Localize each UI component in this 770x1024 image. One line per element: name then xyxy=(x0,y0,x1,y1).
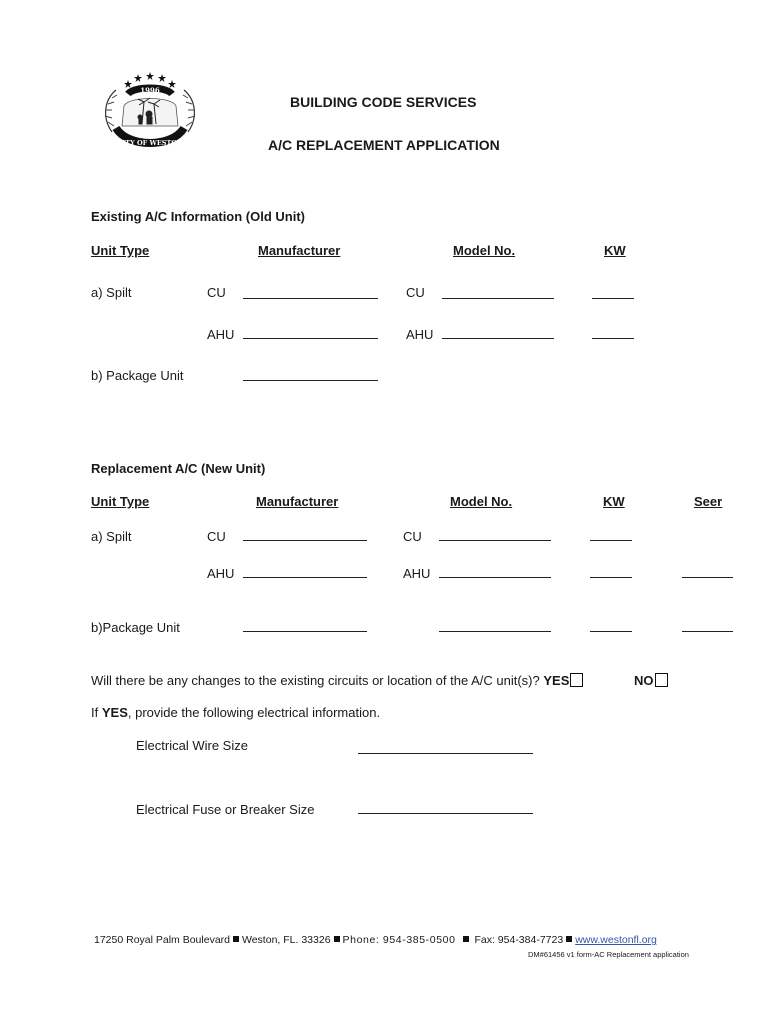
existing-ahu-model-label: AHU xyxy=(406,327,434,342)
question-text: Will there be any changes to the existing circuits or location of the A/C unit(s)? xyxy=(91,673,540,688)
replacement-package-label: b)Package Unit xyxy=(91,620,180,635)
existing-split-label: a) Spilt xyxy=(91,285,132,300)
replacement-cu-model-label: CU xyxy=(403,529,422,544)
wire-size-field[interactable] xyxy=(358,753,533,754)
replacement-col-seer: Seer xyxy=(694,494,723,509)
if-yes-instruction: If YES, provide the following electrical information. xyxy=(91,705,381,720)
city-seal-logo xyxy=(98,66,202,154)
replacement-split-label: a) Spilt xyxy=(91,529,132,544)
replacement-ahu-seer-field[interactable] xyxy=(682,577,733,578)
page-title: BUILDING CODE SERVICES xyxy=(290,94,477,110)
bullet-square-icon xyxy=(233,936,239,942)
replacement-package-seer-field[interactable] xyxy=(682,631,733,632)
replacement-ahu-manufacturer-field[interactable] xyxy=(243,577,367,578)
seal-year: 1996 xyxy=(140,86,160,95)
bullet-square-icon xyxy=(566,936,572,942)
existing-ahu-manufacturer-field[interactable] xyxy=(243,338,378,339)
no-checkbox[interactable] xyxy=(655,673,668,687)
replacement-col-manufacturer: Manufacturer xyxy=(256,494,339,509)
existing-ahu-model-field[interactable] xyxy=(442,338,554,339)
existing-col-kw: KW xyxy=(604,243,626,258)
replacement-ahu-model-field[interactable] xyxy=(439,577,551,578)
no-label: NO xyxy=(634,673,654,688)
replacement-col-model: Model No. xyxy=(450,494,513,509)
footer-doc-id: DM#61456 v1 form-AC Replacement application xyxy=(528,950,689,959)
replacement-package-kw-field[interactable] xyxy=(590,631,632,632)
existing-cu-model-label: CU xyxy=(406,285,425,300)
bullet-square-icon xyxy=(463,936,469,942)
replacement-package-manufacturer-field[interactable] xyxy=(243,631,367,632)
fuse-size-field[interactable] xyxy=(358,813,533,814)
existing-ahu-label: AHU xyxy=(207,327,235,342)
existing-cu-kw-field[interactable] xyxy=(592,298,634,299)
existing-col-manufacturer: Manufacturer xyxy=(258,243,341,258)
replacement-ahu-kw-field[interactable] xyxy=(590,577,632,578)
replacement-cu-label: CU xyxy=(207,529,226,544)
replacement-col-unit-type: Unit Type xyxy=(91,494,150,509)
page-subtitle: A/C REPLACEMENT APPLICATION xyxy=(268,137,500,153)
replacement-col-kw: KW xyxy=(603,494,625,509)
footer-city: Weston, FL. 33326 xyxy=(242,934,331,946)
replacement-ahu-label: AHU xyxy=(207,566,235,581)
replacement-ahu-model-label: AHU xyxy=(403,566,431,581)
replacement-cu-manufacturer-field[interactable] xyxy=(243,540,367,541)
bullet-square-icon xyxy=(334,936,340,942)
existing-cu-label: CU xyxy=(207,285,226,300)
footer-address: 17250 Royal Palm Boulevard xyxy=(94,934,230,946)
existing-col-model: Model No. xyxy=(453,243,516,258)
existing-ahu-kw-field[interactable] xyxy=(592,338,634,339)
existing-col-unit-type: Unit Type xyxy=(91,243,150,258)
circuit-change-question xyxy=(91,673,583,688)
replacement-section-title: Replacement A/C (New Unit) xyxy=(91,461,266,476)
replacement-cu-kw-field[interactable] xyxy=(590,540,632,541)
seal-city-text: CITY OF WESTON xyxy=(117,139,183,147)
no-option xyxy=(634,673,668,688)
existing-package-manufacturer-field[interactable] xyxy=(243,380,378,381)
existing-package-label: b) Package Unit xyxy=(91,368,184,383)
existing-section-title: Existing A/C Information (Old Unit) xyxy=(91,209,306,224)
wire-size-label: Electrical Wire Size xyxy=(136,738,248,753)
footer-phone: Phone: 954-385-0500 xyxy=(342,934,456,946)
footer-website-link[interactable]: www.westonfl.org xyxy=(575,934,657,946)
existing-cu-manufacturer-field[interactable] xyxy=(243,298,378,299)
existing-cu-model-field[interactable] xyxy=(442,298,554,299)
replacement-cu-model-field[interactable] xyxy=(439,540,551,541)
replacement-package-model-field[interactable] xyxy=(439,631,551,632)
footer-fax: Fax: 954-384-7723 xyxy=(474,934,564,946)
footer-contact xyxy=(94,934,657,946)
fuse-size-label: Electrical Fuse or Breaker Size xyxy=(136,802,315,817)
yes-checkbox[interactable] xyxy=(570,673,583,687)
yes-label: YES xyxy=(543,673,570,688)
